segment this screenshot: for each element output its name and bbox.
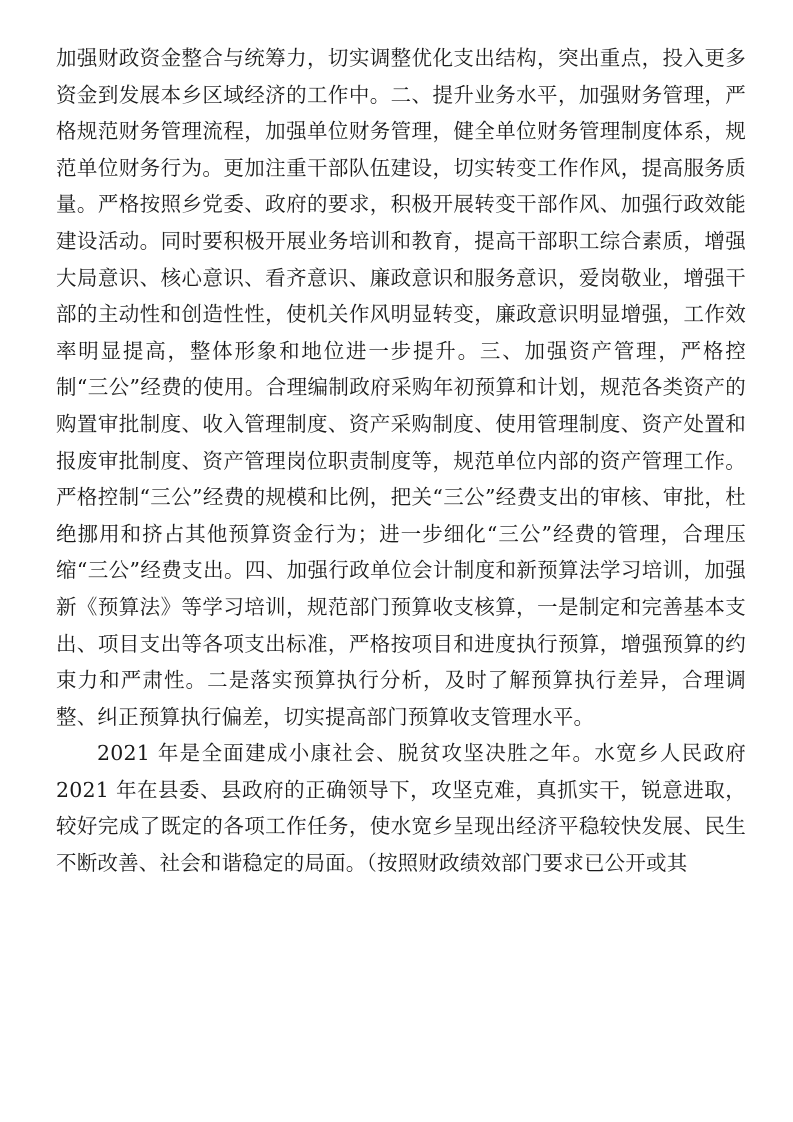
paragraph-2: 2021 年是全面建成小康社会、脱贫攻坚决胜之年。水宽乡人民政府 2021 年在县委、县政府的正确领导下，攻坚克难，真抓实干，锐意进取，较好完成了既定的各项工作任务，使水宽乡呈现出经济平稳较快发展、民生不断改善、社会和谐稳定的局面。（按照财政绩效部门要求已公开或其 [56,741,746,876]
paragraph-1: 加强财政资金整合与统筹力，切实调整优化支出结构，突出重点，投入更多资金到发展本乡区域经济的工作中。二、提升业务水平，加强财务管理，严格规范财务管理流程，加强单位财务管理，健全单位财务管理制度体系，规范单位财务行为。更加注重干部队伍建设，切实转变工作作风，提高服务质量。严格按照乡党委、政府的要求，积极开展转变干部作风、加强行政效能建设活动。同时要积极开展业务培训和教育，提高干部职工综合素质，增强大局意识、核心意识、看齐意识、廉政意识和服务意识，爱岗敬业，增强干部的主动性和创造性性，使机关作风明显转变，廉政意识明显增强，工作效率明显提高，整体形象和地位进一步提升。三、加强资产管理，严格控制“三公”经费的使用。合理编制政府采购年初预算和计划，规范各类资产的购置审批制度、收入管理制度、资产采购制度、使用管理制度、资产处置和报废审批制度、资产管理岗位职责制度等，规范单位内部的资产管理工作。严格控制“三公”经费的规模和比例，把关“三公”经费支出的审核、审批，杜绝挪用和挤占其他预算资金行为；进一步细化“三公”经费的管理，合理压缩“三公”经费支出。四、加强行政单位会计制度和新预算法学习培训，加强新《预算法》等学习培训，规范部门预算收支核算，一是制定和完善基本支出、项目支出等各项支出标准，严格按项目和进度执行预算，增强预算的约束力和严肃性。二是落实预算执行分析，及时了解预算执行差异，合理调整、纠正预算执行偏差，切实提高部门预算收支管理水平。 [56,46,746,729]
document-body [56,40,746,882]
